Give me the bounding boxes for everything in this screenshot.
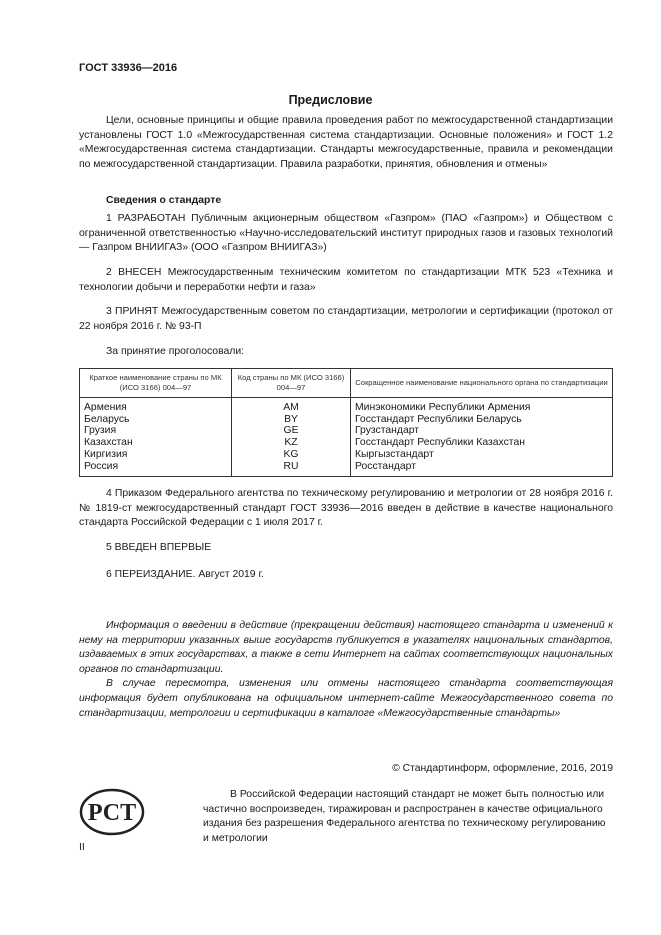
table-row bbox=[80, 425, 613, 437]
vote-label bbox=[79, 345, 613, 360]
country-code: AM bbox=[232, 398, 351, 414]
item-reissue bbox=[79, 568, 613, 583]
item-3-text: 3 ПРИНЯТ Межгосударственным советом по стандартизации, метрологии и сертификации (протокол от 22 ноября 2016 г. № 93-П bbox=[79, 306, 613, 332]
item-first-introduced bbox=[79, 541, 613, 556]
copyright: © Стандартинформ, оформление, 2016, 2019 bbox=[392, 763, 613, 774]
standards-body: Росстандарт bbox=[351, 461, 613, 477]
item-1-text: 1 РАЗРАБОТАН Публичным акционерным обществом «Газпром» (ПАО «Газпром») и Обществом с ограниченной ответственностью «Научно-исследовательский институт природных газов и газовых технологий — Газпром ВНИИГАЗ» (ООО «Газпром ВНИИГАЗ») bbox=[79, 213, 613, 254]
table-row bbox=[80, 398, 613, 414]
page-number: II bbox=[79, 842, 85, 853]
table-row bbox=[80, 461, 613, 477]
table-row bbox=[80, 449, 613, 461]
country-code: GE bbox=[232, 425, 351, 437]
country-code: KZ bbox=[232, 437, 351, 449]
item-5-text: 5 ВВЕДЕН ВПЕРВЫЕ bbox=[106, 542, 212, 553]
document-code: ГОСТ 33936—2016 bbox=[79, 62, 178, 74]
country-name: Армения bbox=[80, 398, 232, 414]
rst-logo bbox=[79, 787, 145, 842]
info-block bbox=[79, 619, 613, 721]
standards-body: Минэкономики Республики Армения bbox=[351, 398, 613, 414]
country-name: Казахстан bbox=[80, 437, 232, 449]
notice-text: В Российской Федерации настоящий стандарт не может быть полностью или частично воспроизведен, тиражирован и распространен в качестве официального издания без разрешения Федерального агентства по техническому регулированию и метрологии bbox=[203, 789, 606, 844]
info-paragraph-2: В случае пересмотра, изменения или отмены настоящего стандарта соответствующая информация будет опубликована на официальном интернет-сайте Межгосударственного совета по стандартизации, метрологии и сертификации в каталоге «Межгосударственные стандарты» bbox=[79, 678, 613, 719]
intro-paragraph bbox=[79, 114, 613, 172]
column-header-code: Код страны по МК (ИСО 3166) 004—97 bbox=[232, 369, 351, 398]
country-name: Россия bbox=[80, 461, 232, 477]
info-paragraph-1: Информация о введении в действие (прекращении действия) настоящего стандарта и изменений к нему на территории указанных выше государств публикуется в указателях национальных стандартов, издаваемых в этих государствах, а также в сети Интернет на сайтах соответствующих национальных органов по стандартизации. bbox=[79, 620, 613, 675]
item-developer bbox=[79, 212, 613, 256]
standards-body: Госстандарт Республики Беларусь bbox=[351, 414, 613, 426]
item-4-text: 4 Приказом Федерального агентства по техническому регулированию и метрологии от 28 ноября 2016 г. № 1819-ст межгосударственный стандарт ГОСТ 33936—2016 введен в действие в качестве национального стандарта Российской Федерации с 1 июля 2017 г. bbox=[79, 488, 613, 529]
standards-body: Кыргызстандарт bbox=[351, 449, 613, 461]
section-subtitle: Сведения о стандарте bbox=[106, 195, 222, 206]
column-header-country: Краткое наименование страны по МК (ИСО 3166) 004—97 bbox=[80, 369, 232, 398]
voting-countries-table bbox=[79, 368, 613, 477]
country-code: BY bbox=[232, 414, 351, 426]
table-header-row bbox=[80, 369, 613, 398]
page-title: Предисловие bbox=[288, 93, 373, 107]
item-introduced bbox=[79, 266, 613, 295]
logo-text: РСТ bbox=[87, 800, 137, 826]
copyright-notice bbox=[203, 788, 613, 846]
item-6-text: 6 ПЕРЕИЗДАНИЕ. Август 2019 г. bbox=[106, 569, 264, 580]
item-order bbox=[79, 487, 613, 531]
country-code: KG bbox=[232, 449, 351, 461]
intro-text: Цели, основные принципы и общие правила проведения работ по межгосударственной стандартизации установлены ГОСТ 1.0 «Межгосударственная система стандартизации. Основные положения» и ГОСТ 1.2 «Межгосударственная система стандартизации. Стандарты межгосударственные, правила и рекомендации по межгосударственной стандартизации. Правила разработки, принятия, обновления и отмены» bbox=[79, 115, 613, 170]
table-row bbox=[80, 414, 613, 426]
item-adopted bbox=[79, 305, 613, 334]
standards-body: Госстандарт Республики Казахстан bbox=[351, 437, 613, 449]
standards-body: Грузстандарт bbox=[351, 425, 613, 437]
rst-mark-icon bbox=[79, 787, 145, 837]
country-name: Киргизия bbox=[80, 449, 232, 461]
country-code: RU bbox=[232, 461, 351, 477]
item-2-text: 2 ВНЕСЕН Межгосударственным техническим комитетом по стандартизации МТК 523 «Техника и технологии добычи и переработки нефти и газа» bbox=[79, 267, 613, 293]
column-header-body: Сокращенное наименование национального органа по стандартизации bbox=[351, 369, 613, 398]
country-name: Беларусь bbox=[80, 414, 232, 426]
country-name: Грузия bbox=[80, 425, 232, 437]
table-row bbox=[80, 437, 613, 449]
vote-label-text: За принятие проголосовали: bbox=[106, 346, 245, 357]
